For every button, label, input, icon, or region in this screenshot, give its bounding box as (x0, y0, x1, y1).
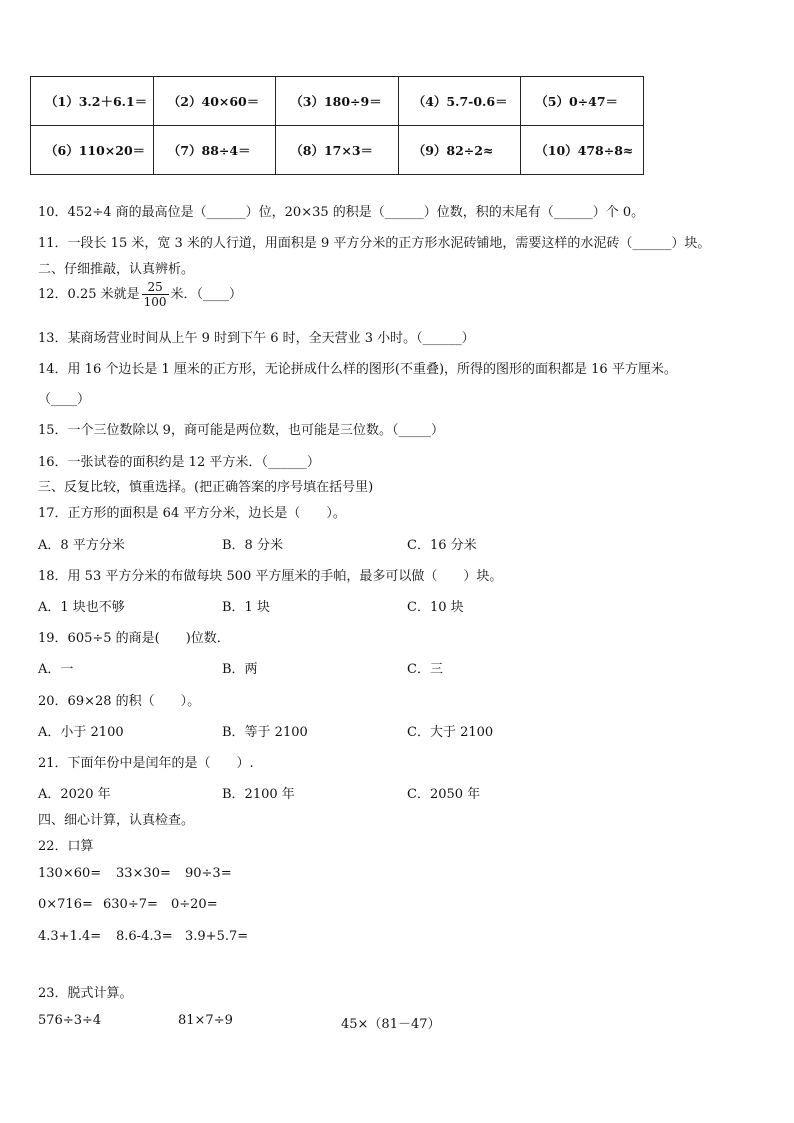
question-16: 16．一张试卷的面积约是 12 平方米．（______） (38, 455, 320, 470)
option-a: A．1 块也不够 (38, 600, 125, 615)
option-c: C．10 块 (407, 600, 464, 615)
section-2-heading: 二、仔细推敲，认真辨析。 (38, 262, 195, 277)
section-3-heading: 三、反复比较，慎重选择。(把正确答案的序号填在括号里) (38, 480, 374, 495)
question-19: 19．605÷5 的商是( )位数． (38, 631, 230, 646)
option-b: B．两 (222, 662, 258, 677)
table-cell: （7）88÷4＝ (153, 126, 275, 175)
table-cell: （1）3.2＋6.1＝ (31, 77, 154, 126)
oral-item: 90÷3= (185, 866, 232, 881)
question-13: 13．某商场营业时间从上午 9 时到下午 6 时，全天营业 3 小时。（______） (38, 331, 475, 346)
option-c: C．2050 年 (407, 787, 481, 802)
question-14: 14．用 16 个边长是 1 厘米的正方形，无论拼成什么样的图形(不重叠)，所得的图形的面积都是 16 平方厘米。 (38, 362, 677, 377)
table-row (31, 126, 644, 175)
oral-item: 0÷20= (171, 897, 218, 912)
option-c: C．大于 2100 (407, 725, 494, 740)
table-cell: （9）82÷2≈ (398, 126, 521, 175)
option-b: B．等于 2100 (222, 725, 308, 740)
question-22: 22．口算 (38, 839, 94, 854)
step-calc-item: 576÷3÷4 (38, 1013, 102, 1028)
oral-item: 8.6-4.3= (116, 929, 173, 944)
option-b: B．2100 年 (222, 787, 295, 802)
question-18: 18．用 53 平方分米的布做每块 500 平方厘米的手帕，最多可以做（ ）块。 (38, 569, 503, 584)
option-a: A．小于 2100 (38, 725, 124, 740)
option-b: B．1 块 (222, 600, 270, 615)
table-row (31, 77, 644, 126)
fraction (142, 280, 169, 309)
option-a: A．2020 年 (38, 787, 111, 802)
fraction-numerator: 25 (142, 280, 169, 295)
oral-item: 3.9+5.7= (185, 929, 249, 944)
table-cell: （4）5.7-0.6＝ (398, 77, 521, 126)
oral-item: 130×60= (38, 866, 102, 881)
step-calc-item: 45×（81－47） (341, 1017, 441, 1032)
question-15: 15．一个三位数除以 9，商可能是两位数，也可能是三位数。（_____） (38, 423, 444, 438)
option-c: C．16 分米 (407, 538, 477, 553)
oral-item: 33×30= (116, 866, 171, 881)
table-cell: （5）0÷47＝ (521, 77, 644, 126)
question-14-answer-blank: （____） (38, 392, 91, 407)
table-cell: （6）110×20＝ (31, 126, 154, 175)
calc-table (30, 76, 644, 175)
option-c: C．三 (407, 662, 443, 677)
oral-item: 0×716= (38, 897, 93, 912)
section-4-heading: 四、细心计算，认真检查。 (38, 813, 195, 828)
question-21: 21．下面年份中是闰年的是（ ）. (38, 756, 254, 771)
option-b: B．8 分米 (222, 538, 283, 553)
oral-item: 4.3+1.4= (38, 929, 102, 944)
step-calc-item: 81×7÷9 (178, 1013, 233, 1028)
question-12-prefix: 12．0.25 米就是 (38, 287, 140, 302)
table-cell: （10）478÷8≈ (521, 126, 644, 175)
question-11: 11．一段长 15 米，宽 3 米的人行道，用面积是 9 平方分米的正方形水泥砖铺地，需要这样的水泥砖（______）块。 (38, 236, 711, 251)
question-17: 17．正方形的面积是 64 平方分米，边长是（ ）。 (38, 506, 346, 521)
question-12-suffix: 米．（____） (170, 287, 243, 302)
option-a: A．8 平方分米 (38, 538, 125, 553)
table-cell: （2）40×60＝ (153, 77, 275, 126)
table-cell: （3）180÷9＝ (276, 77, 398, 126)
table-cell: （8）17×3＝ (276, 126, 398, 175)
option-a: A．一 (38, 662, 74, 677)
fraction-denominator: 100 (143, 295, 167, 309)
oral-item: 630÷7= (103, 897, 158, 912)
question-12 (38, 280, 242, 309)
question-20: 20．69×28 的积（ ）。 (38, 694, 201, 709)
question-10: 10．452÷4 商的最高位是（______）位，20×35 的积是（______）位数，积的末尾有（______）个 0。 (38, 205, 645, 220)
question-23: 23．脱式计算。 (38, 986, 133, 1001)
